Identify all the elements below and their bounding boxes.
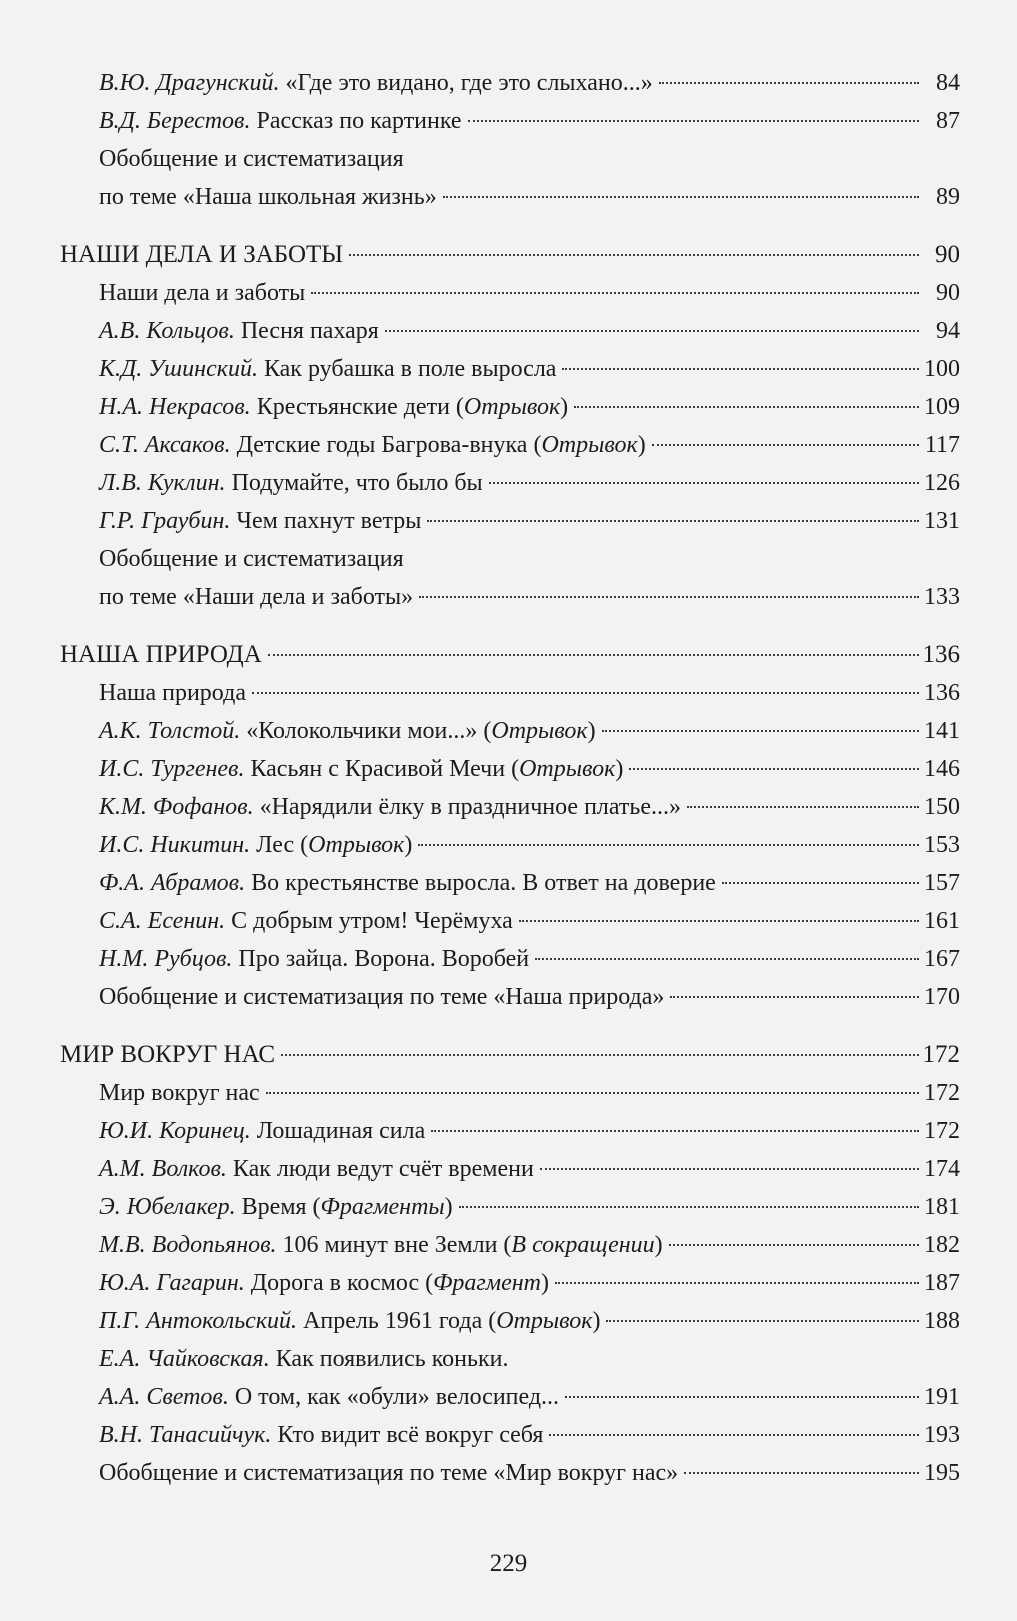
dot-leader <box>540 1168 919 1170</box>
dot-leader <box>427 520 919 522</box>
entry-page-number: 141 <box>924 718 960 744</box>
entry-page-number: 84 <box>936 70 960 96</box>
entry-title: Мир вокруг нас <box>99 1080 260 1106</box>
dot-leader <box>652 444 919 446</box>
entry-note-text: Фрагмент <box>433 1270 541 1296</box>
entry-title: Лошадиная сила <box>256 1118 426 1144</box>
entry-title: Наша природа <box>99 680 246 706</box>
dot-leader <box>519 920 919 922</box>
entry-title: по теме «Наша школьная жизнь» <box>99 184 437 210</box>
dot-leader <box>268 654 919 656</box>
section-heading-label: НАШИ ДЕЛА И ЗАБОТЫ <box>60 241 344 268</box>
dot-leader <box>722 882 919 884</box>
entry-title: Обобщение и систематизация по теме «Мир вокруг нас» <box>99 1460 679 1486</box>
toc-section <box>60 236 960 616</box>
dot-leader <box>687 806 919 808</box>
entry-author: С.Т. Аксаков. <box>99 432 231 458</box>
entry-author: Г.Р. Граубин. <box>99 508 231 534</box>
table-of-contents <box>60 64 960 1512</box>
entry-title: Обобщение и систематизация <box>99 146 404 172</box>
entry-author: Ю.А. Гагарин. <box>99 1270 245 1296</box>
dot-leader <box>252 692 919 694</box>
entry-page-number: 133 <box>924 584 960 610</box>
entry-author: Ю.И. Коринец. <box>99 1118 251 1144</box>
section-page-number: 172 <box>922 1041 960 1068</box>
entry-page-number: 153 <box>924 832 960 858</box>
toc-section <box>60 636 960 1016</box>
entry-title: Чем пахнут ветры <box>236 508 422 534</box>
section-page-number: 90 <box>935 241 960 268</box>
dot-leader <box>419 596 919 598</box>
toc-section-heading <box>60 236 960 274</box>
entry-page-number: 146 <box>924 756 960 782</box>
entry-note: (Отрывок) <box>449 394 569 420</box>
entry-page-number: 150 <box>924 794 960 820</box>
toc-entry <box>60 426 960 464</box>
toc-entry <box>60 1226 960 1264</box>
entry-title: Крестьянские дети <box>256 394 450 420</box>
toc-entry <box>60 350 960 388</box>
entry-page-number: 87 <box>936 108 960 134</box>
entry-note-text: Отрывок <box>491 718 588 744</box>
entry-note: (Отрывок) <box>527 432 646 458</box>
entry-page-number: 187 <box>924 1270 960 1296</box>
entry-note: (Отрывок) <box>482 1308 601 1334</box>
toc-entry <box>60 540 960 578</box>
toc-section-heading <box>60 636 960 674</box>
entry-title: Обобщение и систематизация по теме «Наша природа» <box>99 984 665 1010</box>
entry-author: К.Д. Ушинский. <box>99 356 258 382</box>
entry-author: А.В. Кольцов. <box>99 318 235 344</box>
dot-leader <box>555 1282 919 1284</box>
entry-title: Дорога в космос <box>250 1270 420 1296</box>
toc-entry <box>60 674 960 712</box>
entry-author: Н.М. Рубцов. <box>99 946 233 972</box>
entry-title: Детские годы Багрова-внука <box>236 432 528 458</box>
entry-title: Рассказ по картинке <box>256 108 462 134</box>
toc-section-heading <box>60 1036 960 1074</box>
entry-title: О том, как «обули» велосипед... <box>234 1384 560 1410</box>
entry-title: Про зайца. Ворона. Воробей <box>238 946 530 972</box>
section-heading-label: НАША ПРИРОДА <box>60 641 262 668</box>
entry-note: (Отрывок) <box>294 832 413 858</box>
entry-page-number: 136 <box>924 680 960 706</box>
entry-note: (Отрывок) <box>477 718 596 744</box>
entry-author: Е.А. Чайковская. <box>99 1346 270 1372</box>
entry-author: В.Н. Танасийчук. <box>99 1422 272 1448</box>
toc-entry <box>60 64 960 102</box>
dot-leader <box>443 196 919 198</box>
dot-leader <box>431 1130 919 1132</box>
entry-title: С добрым утром! Черёмуха <box>231 908 513 934</box>
entry-title: Касьян с Красивой Мечи <box>250 756 506 782</box>
toc-entry <box>60 1416 960 1454</box>
toc-entry <box>60 750 960 788</box>
entry-page-number: 181 <box>924 1194 960 1220</box>
entry-author: В.Д. Берестов. <box>99 108 251 134</box>
entry-title: «Колокольчики мои...» <box>246 718 478 744</box>
entry-title: Наши дела и заботы <box>99 280 306 306</box>
entry-note-text: Отрывок <box>463 394 561 420</box>
entry-page-number: 172 <box>924 1118 960 1144</box>
dot-leader <box>574 406 919 408</box>
toc-entry <box>60 1188 960 1226</box>
entry-author: И.С. Тургенев. <box>99 756 245 782</box>
entry-page-number: 117 <box>924 432 960 458</box>
entry-page-number: 90 <box>936 280 960 306</box>
entry-page-number: 167 <box>924 946 960 972</box>
dot-leader <box>606 1320 919 1322</box>
entry-note-text: В сокращении <box>511 1232 655 1258</box>
entry-title: Обобщение и систематизация <box>99 546 404 572</box>
entry-author: С.А. Есенин. <box>99 908 226 934</box>
toc-section <box>60 1036 960 1492</box>
entry-note-text: Отрывок <box>496 1308 593 1334</box>
toc-entry <box>60 826 960 864</box>
entry-title: «Где это видано, где это слыхано...» <box>285 70 653 96</box>
entry-note: (Фрагменты) <box>306 1194 453 1220</box>
dot-leader <box>311 292 919 294</box>
entry-author: К.М. Фофанов. <box>99 794 254 820</box>
entry-author: М.В. Водопьянов. <box>99 1232 277 1258</box>
entry-page-number: 100 <box>924 356 960 382</box>
entry-note-text: Отрывок <box>308 832 405 858</box>
dot-leader <box>418 844 919 846</box>
toc-entry <box>60 464 960 502</box>
entry-page-number: 126 <box>924 470 960 496</box>
toc-section <box>60 64 960 216</box>
entry-page-number: 188 <box>924 1308 960 1334</box>
dot-leader <box>670 996 919 998</box>
section-heading-label: МИР ВОКРУГ НАС <box>60 1041 276 1068</box>
entry-title: Как рубашка в поле выросла <box>263 356 557 382</box>
page-number: 229 <box>489 1550 528 1577</box>
dot-leader <box>562 368 919 370</box>
toc-entry <box>60 1302 960 1340</box>
entry-author: П.Г. Антокольский. <box>99 1308 298 1334</box>
toc-entry <box>60 978 960 1016</box>
dot-leader <box>489 482 919 484</box>
dot-leader <box>669 1244 919 1246</box>
toc-entry <box>60 712 960 750</box>
entry-title: 106 минут вне Земли <box>282 1232 498 1258</box>
dot-leader <box>535 958 919 960</box>
entry-author: Л.В. Куклин. <box>99 470 226 496</box>
toc-entry <box>60 140 960 178</box>
entry-title: Время <box>241 1194 307 1220</box>
dot-leader <box>459 1206 919 1208</box>
entry-author: А.М. Волков. <box>99 1156 227 1182</box>
entry-note-text: Фрагменты <box>320 1194 445 1220</box>
toc-entry <box>60 274 960 312</box>
entry-note: (В сокращении) <box>497 1232 663 1258</box>
entry-page-number: 182 <box>924 1232 960 1258</box>
dot-leader <box>266 1092 919 1094</box>
entry-author: В.Ю. Драгунский. <box>99 70 280 96</box>
toc-entry <box>60 102 960 140</box>
toc-entry <box>60 1340 960 1378</box>
entry-page-number: 161 <box>924 908 960 934</box>
entry-author: А.А. Светов. <box>99 1384 229 1410</box>
toc-entry <box>60 1112 960 1150</box>
entry-page-number: 193 <box>924 1422 960 1448</box>
entry-title: Апрель 1961 года <box>303 1308 483 1334</box>
toc-entry <box>60 940 960 978</box>
dot-leader <box>468 120 919 122</box>
entry-page-number: 191 <box>924 1384 960 1410</box>
entry-page-number: 94 <box>936 318 960 344</box>
toc-entry <box>60 1264 960 1302</box>
toc-entry <box>60 902 960 940</box>
entry-title: Подумайте, что было бы <box>231 470 483 496</box>
dot-leader <box>385 330 919 332</box>
entry-note: (Отрывок) <box>505 756 624 782</box>
entry-author: Э. Юбелакер. <box>99 1194 236 1220</box>
toc-entry <box>60 312 960 350</box>
entry-note: (Фрагмент) <box>419 1270 549 1296</box>
toc-entry <box>60 1150 960 1188</box>
entry-title: Как появились коньки. <box>275 1346 509 1372</box>
dot-leader <box>349 254 919 256</box>
entry-note-text: Отрывок <box>519 756 616 782</box>
toc-entry <box>60 388 960 426</box>
entry-page-number: 157 <box>924 870 960 896</box>
entry-author: А.К. Толстой. <box>99 718 241 744</box>
dot-leader <box>602 730 919 732</box>
dot-leader <box>549 1434 919 1436</box>
entry-title: Кто видит всё вокруг себя <box>277 1422 544 1448</box>
entry-page-number: 170 <box>924 984 960 1010</box>
toc-entry <box>60 1378 960 1416</box>
section-page-number: 136 <box>922 641 960 668</box>
entry-page-number: 131 <box>924 508 960 534</box>
toc-entry <box>60 864 960 902</box>
entry-title: «Нарядили ёлку в праздничное платье...» <box>259 794 682 820</box>
toc-entry <box>60 578 960 616</box>
toc-entry <box>60 788 960 826</box>
dot-leader <box>684 1472 919 1474</box>
entry-author: Н.А. Некрасов. <box>99 394 251 420</box>
entry-author: Ф.А. Абрамов. <box>99 870 246 896</box>
entry-author: И.С. Никитин. <box>99 832 251 858</box>
entry-title: Во крестьянстве выросла. В ответ на доверие <box>251 870 716 896</box>
entry-page-number: 89 <box>936 184 960 210</box>
toc-entry <box>60 1454 960 1492</box>
entry-title: Как люди ведут счёт времени <box>232 1156 534 1182</box>
entry-page-number: 195 <box>924 1460 960 1486</box>
dot-leader <box>629 768 919 770</box>
entry-page-number: 109 <box>924 394 960 420</box>
entry-title: по теме «Наши дела и заботы» <box>99 584 414 610</box>
dot-leader <box>659 82 919 84</box>
entry-title: Песня пахаря <box>240 318 379 344</box>
entry-page-number: 172 <box>924 1080 960 1106</box>
toc-entry <box>60 502 960 540</box>
dot-leader <box>565 1396 919 1398</box>
entry-title: Лес <box>256 832 295 858</box>
dot-leader <box>281 1054 919 1056</box>
entry-note-text: Отрывок <box>541 432 638 458</box>
entry-page-number: 174 <box>924 1156 960 1182</box>
toc-entry <box>60 178 960 216</box>
toc-entry <box>60 1074 960 1112</box>
